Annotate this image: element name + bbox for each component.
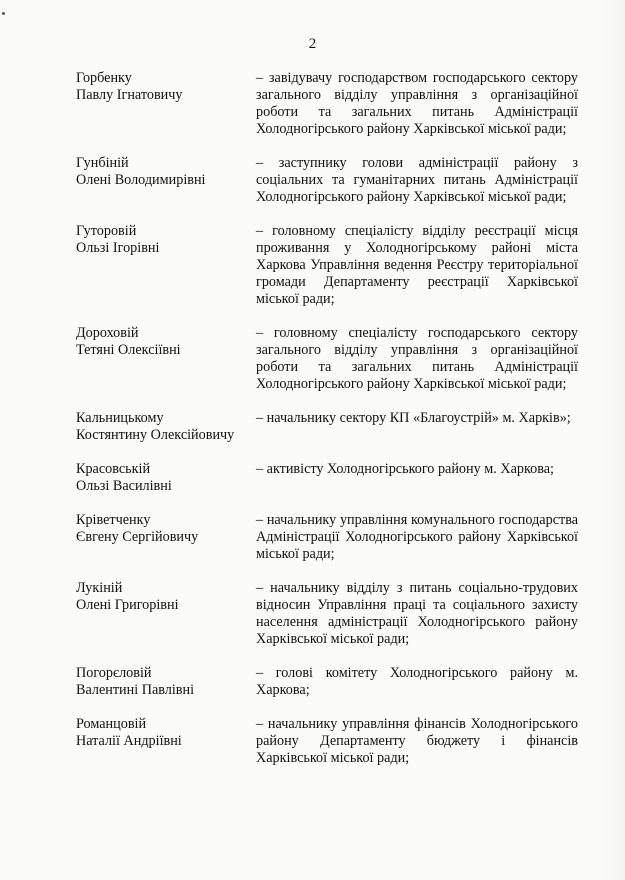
position-description: – заступнику голови адміністрації району з соціальних та гуманітарних питань Адміністрації Холодногірського району Харківської міської ради; [256,155,578,205]
list-item [76,410,578,444]
position-description: – начальнику управління комунального господарства Адміністрації Холодногірського району Харківської міської ради; [256,512,578,562]
list-item [76,461,578,495]
person-name [76,70,256,138]
person-name [76,716,256,767]
surname: Гуторовій [76,223,137,239]
given-names: Євгену Сергійовичу [76,529,199,545]
scan-mark [2,12,5,15]
surname: Кальницькому [76,410,164,426]
person-name [76,325,256,393]
position-description: – начальнику відділу з питань соціально-трудових відносин Управління праці та соціального захисту населення адміністрації Холодногірського району Харківської міської ради; [256,580,578,647]
given-names: Ользі Василівні [76,478,172,494]
surname: Романцовій [76,716,147,732]
list-item [76,580,578,648]
list-item [76,665,578,699]
surname: Кріветченку [76,512,151,528]
surname: Дороховій [76,325,139,341]
list-item [76,70,578,138]
entry-list [76,70,578,784]
given-names: Олені Григорівні [76,597,179,613]
list-item [76,155,578,206]
position-description: – активісту Холодногірського району м. Харкова; [256,461,554,477]
position-description: – завідувачу господарством господарського сектору загального відділу управління з організаційної роботи та загальних питань Адміністрації Холодногірського району Харківської міської ради; [256,70,578,137]
given-names: Костянтину Олексійовичу [76,427,235,443]
person-name [76,155,256,206]
given-names: Павлу Ігнатовичу [76,87,183,103]
list-item [76,512,578,563]
scan-edge-shadow [597,0,625,880]
surname: Лукіній [76,580,123,596]
person-name [76,665,256,699]
surname: Погорєловій [76,665,152,681]
given-names: Олені Володимирівні [76,172,206,188]
position-description: – начальнику сектору КП «Благоустрій» м. Харків»; [256,410,571,426]
list-item [76,325,578,393]
given-names: Валентині Павлівні [76,682,195,698]
given-names: Наталії Андріївні [76,733,182,749]
position-description: – голові комітету Холодногірського району м. Харкова; [256,665,578,698]
person-name [76,410,256,444]
position-description: – начальнику управління фінансів Холодногірського району Департаменту бюджету і фінансів Харківської міської ради; [256,716,578,766]
given-names: Тетяні Олексіївні [76,342,181,358]
person-name [76,461,256,495]
position-description: – головному спеціалісту відділу реєстрації місця проживання у Холодногірському районі міста Харкова Управління ведення Реєстру територіальної громади Департаменту реєстрації Харківської міської ради; [256,223,578,307]
list-item [76,223,578,308]
surname: Красовській [76,461,151,477]
person-name [76,223,256,308]
person-name [76,580,256,648]
surname: Гунбіній [76,155,129,171]
surname: Горбенку [76,70,132,86]
page-number: 2 [308,36,317,52]
list-item [76,716,578,767]
person-name [76,512,256,563]
given-names: Ользі Ігорівні [76,240,160,256]
position-description: – головному спеціалісту господарського сектору загального відділу управління з організаційної роботи та загальних питань Адміністрації Холодногірського району Харківської міської ради; [256,325,578,392]
